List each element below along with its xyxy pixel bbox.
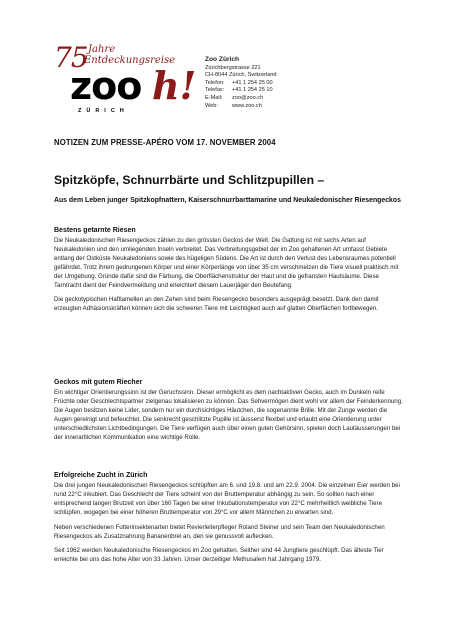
city: CH-8044 Zürich, Switzerland bbox=[205, 72, 277, 79]
notes-heading: NOTIZEN ZUM PRESSE-APÉRO VOM 17. NOVEMBER 2004 bbox=[54, 138, 276, 147]
section-heading: Geckos mit gutem Riecher bbox=[54, 379, 143, 386]
paragraph: Neben verschiedenen Futterinsektenarten bietet Revierleiterpfleger Roland Steiner und sein Team den Neukaledonischen Riesengeckos als Zusatznahrung Bananenbrei an, den sie genussvoll auflecken. bbox=[54, 523, 385, 540]
logo-wordmark: zoo bbox=[70, 64, 142, 108]
document-title: Spitzköpfe, Schnurrbärte und Schlitzpupillen – bbox=[54, 173, 325, 187]
street: Zürichbergstrasse 221 bbox=[205, 64, 261, 71]
contact-label: Web: bbox=[205, 102, 218, 109]
contact-row bbox=[205, 87, 277, 95]
contact-row bbox=[205, 95, 277, 103]
paragraph: Die drei jungen Neukaledonischen Riesengeckos schlüpften am 6. und 19.8. und am 22.9. 2004. Die einzelnen Eier werden bei rund 22°C inkubiert. Das Geschlecht der Tiere scheint von der Bruttemperatur abhängig zu sein. So sollten nach einer entsprechend langen Brutzeit von über 160 Tagen bei einer Inkubationstemperatur von 22°C mehrheitlich weibliche Tiere schlüpfen, wogegen bei einer höheren Bruttemperatur von 29°C vor allem Männchen zu erwarten sind. bbox=[54, 482, 400, 516]
contact-value: +41 1 254 25 10 bbox=[232, 87, 273, 94]
section-heading: Bestens getarnte Riesen bbox=[54, 227, 136, 234]
section-giants bbox=[54, 227, 404, 314]
logo-tagline: Entdeckungsreise bbox=[84, 55, 176, 66]
document-subtitle: Aus dem Leben junger Spitzkopfnattern, Kaiserschnurrbarttamarine und Neukaledonischer Riesengeckos bbox=[54, 197, 401, 204]
org-name: Zoo Zürich bbox=[205, 56, 240, 63]
section-smell bbox=[54, 379, 404, 442]
paragraph: Die Neukaledonischen Riesengeckos zählen zu den grössten Geckos der Welt. Die Gattung ist mit sechs Arten auf Neukaledonien und den umliegenden Inseln verbreitet. Das Verbreitungsgebiet der im Zoo gehaltenen Art umfasst Gebiete entlang der Ostküste Neukaledoniens sowie des hügeligen Südens. Die Art ist durch den Verlust des Lebensraumes potentiell gefährdet. Trotz ihrem gedrungenen Körper und einer Körperlänge von über 35 cm verschmelzen die Tiere visuell praktisch mit der Umgebung. Gründe dafür sind die Färbung, die Oberflächenstruktur der Haut und die gefransten Hautsäume. Diese Tarntracht dient der Feindvermeidung und erleichtert diesem Lauerjäger den Beutefang. bbox=[54, 237, 399, 289]
paragraph: Die geckotypischen Haftlamellen an den Zehen sind beim Riesengecko besonders ausgeprägt besetzt. Dank den damit erzeugten Adhäsionskräften können sich die schweren Tiere mit Leichtigkeit auch auf glatten Oberflächen fortbewegen. bbox=[54, 296, 379, 313]
paragraph: Seit 1962 werden Neukaledonische Riesengeckos im Zoo gehalten. Seither sind 44 Jungtiere geschlüpft. Das älteste Tier erreichte bei uns das hohe Alter von 33 Jahren. Unser derzeitiger Methusalem hat Jahrgang 1979. bbox=[54, 547, 384, 564]
email-link[interactable]: zoo@zoo.ch bbox=[232, 94, 264, 101]
section-breeding bbox=[54, 472, 404, 565]
paragraph: Ein wichtiger Orientierungssinn ist der Geruchssinn. Dieser ermöglicht es dem nachtaktiven Gecko, auch im Dunkeln reife Früchte oder Geschlechtspartner zielgenau lokalisieren zu können. Das Sehvermögen dient wohl vor allem der Feinderkennung. Die Augen besitzen keine Lider, sondern nur ein durchsichtiges Häutchen, die sogenannte Brille. Mit der Zunge werden die Augen gereinigt und befeuchtet. Die senkrecht geschlitzte Pupille ist äusserst flexibel und erlaubt eine Orientierung unter unterschiedlichsten Lichtbedingungen. Die Tiere verfügen auch über einen guten Gehörsinn, spielen doch Lautäusserungen bei der innerartlichen Kommunikation eine wichtige Rolle. bbox=[54, 389, 403, 441]
logo-city: ZÜRICH bbox=[78, 108, 129, 114]
section-heading: Erfolgreiche Zucht in Zürich bbox=[54, 472, 148, 479]
contact-value: +41 1 254 25 00 bbox=[232, 79, 273, 86]
contact-row bbox=[205, 103, 277, 111]
logo-wordmark-mark: h! bbox=[152, 63, 197, 108]
web-link[interactable]: www.zoo.ch bbox=[232, 102, 262, 109]
logo-anniversary-word: Jahre bbox=[88, 44, 116, 55]
address-block bbox=[205, 56, 277, 110]
contact-label: Telefon: bbox=[205, 79, 225, 86]
contact-row bbox=[205, 80, 277, 88]
zoo-logo bbox=[54, 41, 197, 120]
logo-anniversary-number: 75 bbox=[54, 41, 88, 74]
contact-label: Telefax: bbox=[205, 87, 225, 94]
contact-label: E-Mail: bbox=[205, 94, 223, 101]
